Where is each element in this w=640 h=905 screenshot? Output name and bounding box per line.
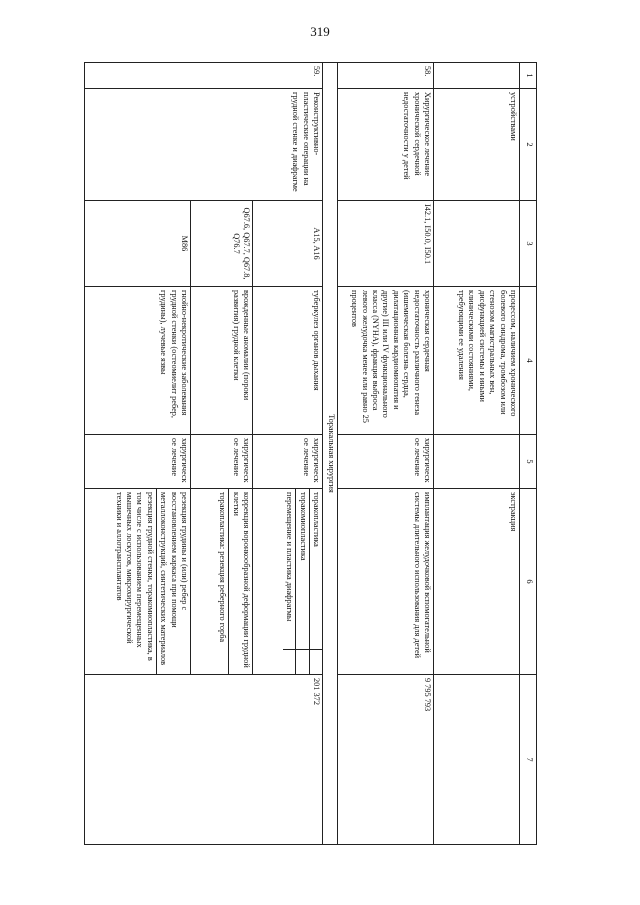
method-item: торакопластика bbox=[309, 489, 322, 650]
cont-method: экстракция bbox=[434, 489, 520, 675]
row-methods bbox=[253, 489, 323, 675]
row-methods bbox=[191, 489, 253, 675]
treatment-table bbox=[84, 62, 537, 845]
row-number: 58. bbox=[338, 63, 434, 89]
method-item: резекция грудной стенки, торакомиопластика, в том числе с использованием перемещенных мышечных лоскутов, микрохирургической техники и аллотрансплантатов bbox=[114, 492, 155, 661]
row-method: имплантация желудочковой вспомогательной системы длительного использования для детей bbox=[338, 489, 434, 675]
row-model: хроническая сердечная недостаточность различного генеза (ишемическая болезнь сердца, дилатационная кардиомиопатия и другие) III или IV функционального класса (NYHA), фракция выброса левого желудочка менее или равно 25 процентов bbox=[338, 287, 434, 435]
cont-model: процессом, наличием хронического болевого синдрома, тромбозом или стенозом магистральных вен, дисфункцией системы и иными клиническими состояниями, требующими ее удаления bbox=[434, 287, 520, 435]
row-model: туберкулез органов дыхания bbox=[253, 287, 323, 435]
row-codes: I42.1, I50.0, I50.1 bbox=[338, 201, 434, 287]
section-row bbox=[323, 63, 338, 845]
row-name: Реконструктивно-пластические операции на грудной стенке и диафрагме bbox=[85, 89, 323, 201]
row-model: врожденные аномалии (пороки развития) грудной клетки bbox=[191, 287, 253, 435]
row-codes: M86 bbox=[85, 201, 191, 287]
method-item: резекция грудины и (или) ребер с восстановлением каркаса при помощи металлоконструкций, синтетических материалов bbox=[156, 489, 190, 674]
row-model: гнойно-некротические заболевания грудной стенки (остеомиелит ребер, грудины), лучевые язвы bbox=[85, 287, 191, 435]
row-treatment: хирургическое лечение bbox=[191, 435, 253, 489]
continuation-row bbox=[434, 63, 520, 845]
method-item: торакомиопластика bbox=[296, 489, 309, 650]
row-treatment: хирургическое лечение bbox=[338, 435, 434, 489]
method-item: торакопластика: резекция реберного горба bbox=[218, 492, 228, 643]
col-header-5: 5 bbox=[520, 435, 537, 489]
row-treatment: хирургическое лечение bbox=[85, 435, 191, 489]
section-title: Торакальная хирургия bbox=[323, 63, 338, 845]
column-header-row bbox=[520, 63, 537, 845]
methods-list bbox=[283, 489, 322, 674]
row-cost: 9 795 793 bbox=[338, 675, 434, 845]
row-name: Хирургическое лечение хронической сердечной недостаточности у детей bbox=[338, 89, 434, 201]
method-item: перемещение и пластика диафрагмы bbox=[283, 489, 296, 650]
methods-list bbox=[112, 489, 190, 674]
table-row-58 bbox=[338, 63, 434, 845]
methods-list bbox=[216, 489, 252, 674]
page-number: 319 bbox=[310, 24, 330, 39]
col-header-6: 6 bbox=[520, 489, 537, 675]
row-cost: 201 372 bbox=[85, 675, 323, 845]
cont-name: устройствами bbox=[434, 89, 520, 201]
rotated-table-container bbox=[87, 62, 537, 844]
row-methods bbox=[85, 489, 191, 675]
col-header-7: 7 bbox=[520, 675, 537, 845]
col-header-1: 1 bbox=[520, 63, 537, 89]
col-header-2: 2 bbox=[520, 89, 537, 201]
method-item: коррекция воронкообразной деформации грудной клетки bbox=[229, 489, 252, 674]
row-treatment: хирургическое лечение bbox=[253, 435, 323, 489]
col-header-3: 3 bbox=[520, 201, 537, 287]
row-codes: A15, A16 bbox=[253, 201, 323, 287]
row-number: 59. bbox=[85, 63, 323, 89]
col-header-4: 4 bbox=[520, 287, 537, 435]
row-codes: Q67.6, Q67.7, Q67.8, Q76.7 bbox=[191, 201, 253, 287]
table-row-59 bbox=[253, 63, 323, 845]
